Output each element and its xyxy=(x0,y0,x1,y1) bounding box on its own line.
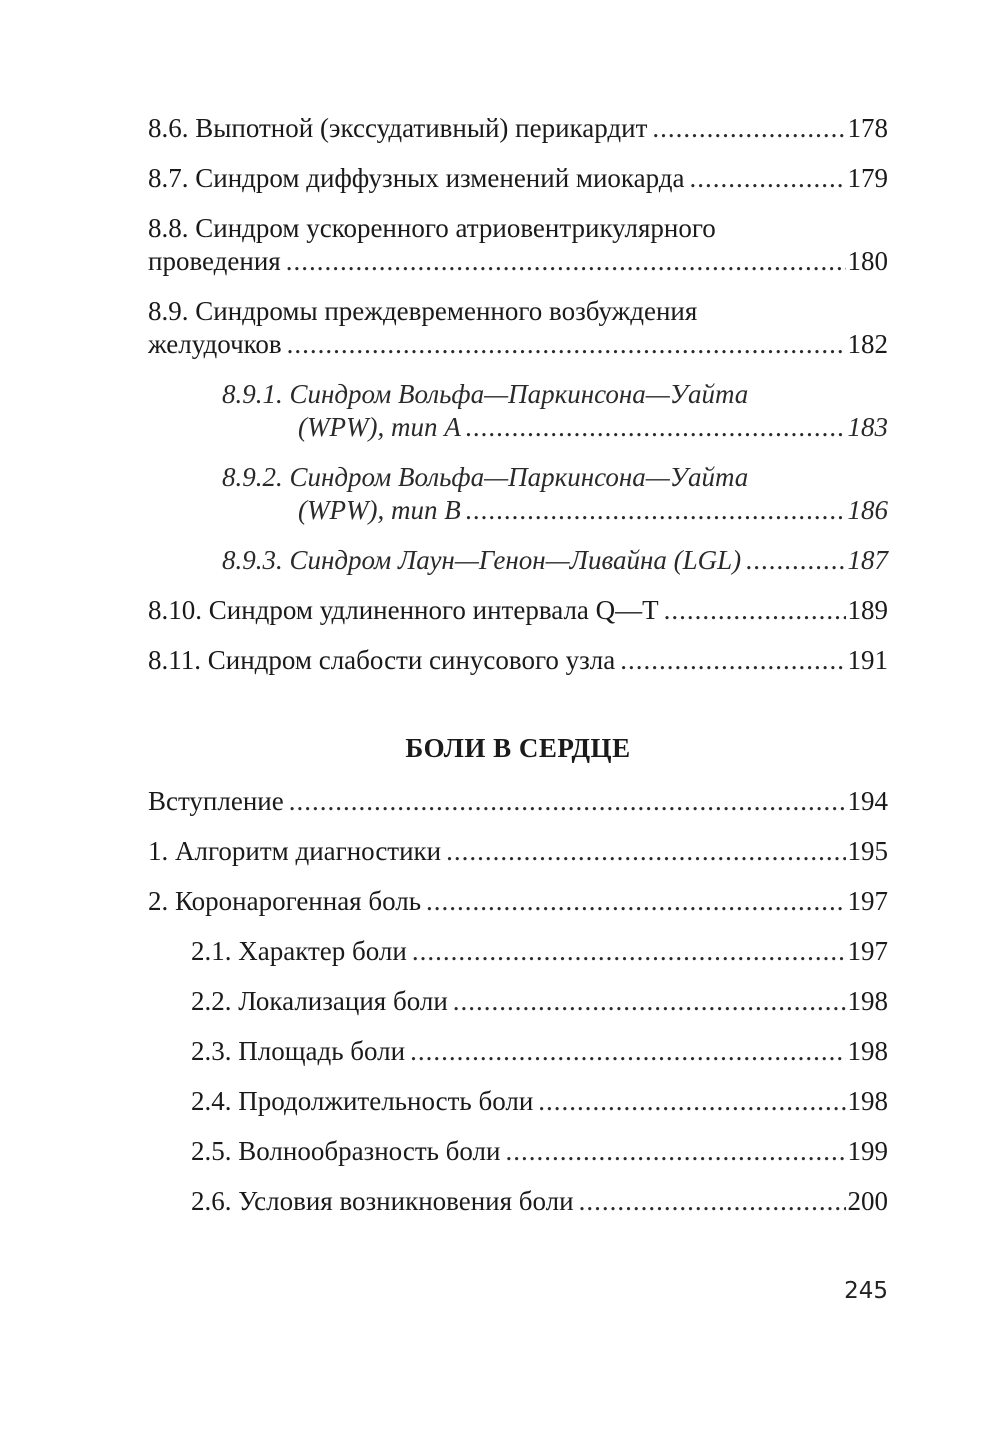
toc-title: 8.9.3. Синдром Лаун—Генон—Ливайна (LGL) xyxy=(222,545,742,575)
section-heading: БОЛИ В СЕРДЦЕ xyxy=(405,733,631,763)
toc-entry-8-8 xyxy=(148,212,888,278)
toc-leader-dots xyxy=(620,644,845,677)
toc-title: 8.7. Синдром диффузных изменений миокарда xyxy=(148,163,685,193)
toc-entry-2 xyxy=(148,885,888,918)
toc-title: 2.3. Площадь боли xyxy=(191,1036,406,1066)
toc-leader-dots xyxy=(652,112,845,145)
toc-page: 183 xyxy=(847,412,888,442)
toc-page: 198 xyxy=(847,1086,888,1116)
toc-title: 8.6. Выпотной (экссудативный) перикардит xyxy=(148,113,648,143)
toc-page: 178 xyxy=(847,113,888,143)
toc-leader-dots xyxy=(446,835,845,868)
toc-entry-2-4 xyxy=(148,1085,888,1118)
toc-leader-dots xyxy=(287,328,846,361)
toc-title: проведения xyxy=(148,246,281,276)
toc-page: 179 xyxy=(847,163,888,193)
toc-page: 198 xyxy=(847,1036,888,1066)
toc-entry-intro xyxy=(148,785,888,818)
toc-title-line1: 8.9.2. Синдром Вольфа—Паркинсона—Уайта xyxy=(222,462,749,492)
toc-leader-dots xyxy=(410,1035,845,1068)
toc-title-line1: 8.9. Синдромы преждевременного возбуждения xyxy=(148,296,698,326)
toc-page: 187 xyxy=(847,545,888,575)
toc-leader-dots xyxy=(286,245,846,278)
toc-page: 200 xyxy=(847,1186,888,1216)
toc-page: 186 xyxy=(847,495,888,525)
toc-entry-2-6 xyxy=(148,1185,888,1218)
toc-title: 2.1. Характер боли xyxy=(191,936,407,966)
toc-leader-dots xyxy=(690,162,846,195)
toc-title: 2. Коронарогенная боль xyxy=(148,886,422,916)
toc-leader-dots xyxy=(466,494,846,527)
toc-page: 191 xyxy=(847,645,888,675)
toc-entry-8-9 xyxy=(148,295,888,361)
page-number: 245 xyxy=(844,1278,888,1304)
toc-entry-2-1 xyxy=(148,935,888,968)
toc-title: 8.10. Синдром удлиненного интервала Q—T xyxy=(148,595,659,625)
toc-title-line1: 8.9.1. Синдром Вольфа—Паркинсона—Уайта xyxy=(222,379,749,409)
toc-title: 2.2. Локализация боли xyxy=(191,986,448,1016)
toc-entry-8-11 xyxy=(148,644,888,677)
toc-leader-dots xyxy=(506,1135,846,1168)
toc-title: (WPW), тип B xyxy=(298,495,461,525)
toc-leader-dots xyxy=(289,785,846,818)
toc-leader-dots xyxy=(664,594,846,627)
toc-entry-1 xyxy=(148,835,888,868)
toc-page: 197 xyxy=(847,936,888,966)
toc-page: 197 xyxy=(847,886,888,916)
toc-page: 189 xyxy=(847,595,888,625)
toc-page: 180 xyxy=(847,246,888,276)
toc-page: 182 xyxy=(847,329,888,359)
toc-leader-dots xyxy=(579,1185,846,1218)
toc-title-line1: 8.8. Синдром ускоренного атриовентрикулярного xyxy=(148,213,716,243)
toc-leader-dots xyxy=(746,544,845,577)
toc-title: 8.11. Синдром слабости синусового узла xyxy=(148,645,616,675)
toc-entry-8-7 xyxy=(148,162,888,195)
toc-title: 2.4. Продолжительность боли xyxy=(191,1086,534,1116)
toc-leader-dots xyxy=(466,411,846,444)
toc-page: 195 xyxy=(847,836,888,866)
toc-entry-8-10 xyxy=(148,594,888,627)
toc-entry-8-9-1 xyxy=(148,378,888,444)
toc-leader-dots xyxy=(426,885,845,918)
toc-leader-dots xyxy=(412,935,846,968)
toc-title: Вступление xyxy=(148,786,284,816)
toc-title: (WPW), тип A xyxy=(298,412,461,442)
toc-title: 1. Алгоритм диагностики xyxy=(148,836,442,866)
toc-page: 194 xyxy=(847,786,888,816)
toc-page: 199 xyxy=(847,1136,888,1166)
toc-entry-8-9-3 xyxy=(148,544,888,577)
toc-leader-dots xyxy=(538,1085,845,1118)
toc-entry-8-9-2 xyxy=(148,461,888,527)
table-of-contents xyxy=(148,112,888,1235)
toc-leader-dots xyxy=(453,985,846,1018)
toc-entry-2-5 xyxy=(148,1135,888,1168)
toc-page: 198 xyxy=(847,986,888,1016)
toc-title: 2.6. Условия возникновения боли xyxy=(191,1186,574,1216)
toc-entry-2-2 xyxy=(148,985,888,1018)
toc-entry-8-6 xyxy=(148,112,888,145)
toc-title: 2.5. Волнообразность боли xyxy=(191,1136,501,1166)
toc-entry-2-3 xyxy=(148,1035,888,1068)
toc-title: желудочков xyxy=(148,329,282,359)
